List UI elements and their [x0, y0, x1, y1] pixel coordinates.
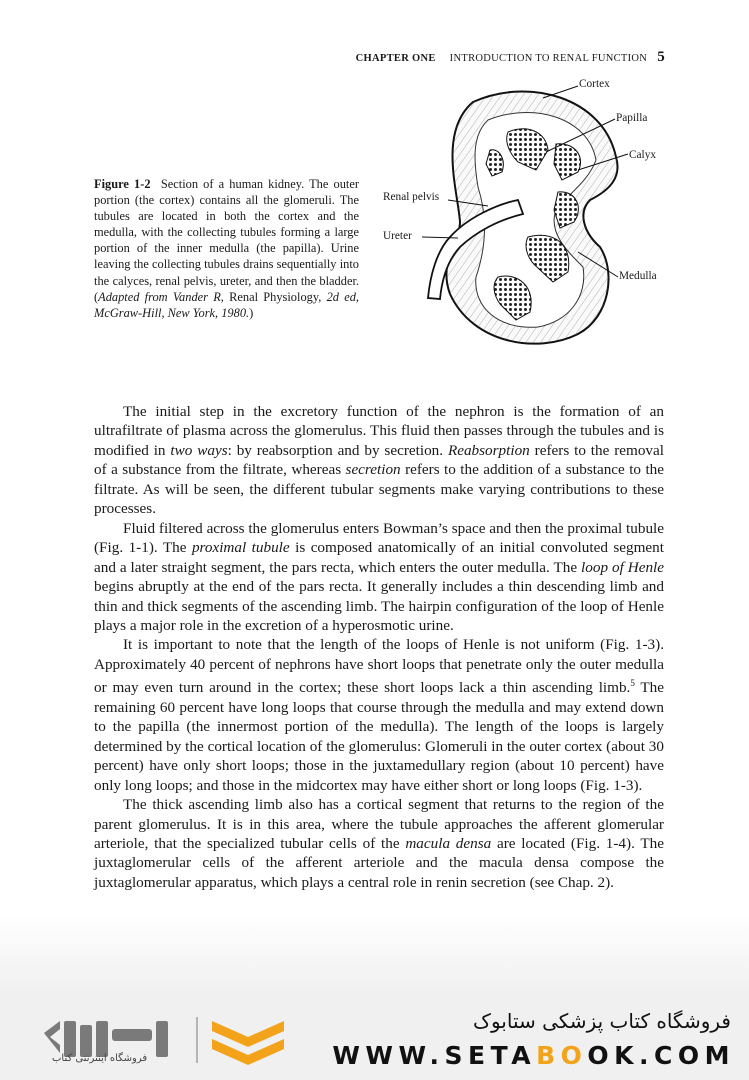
text-run-italic: proximal tubule: [191, 539, 290, 557]
chapter-label: CHAPTER ONE: [355, 53, 436, 64]
figure-caption: [94, 176, 359, 321]
logo-subtitle: فروشگاه اینترنتی کتاب: [52, 1053, 148, 1064]
body-text: [94, 402, 664, 892]
text-run-italic: macula densa: [405, 835, 492, 853]
text-run: The thick ascending limb also has a cortical segment that returns to the region of the parent glomerulus. It is in this area, where the tubule approaches the afferent glomerular arteriole, that the specialized tubular cells of the: [94, 796, 664, 853]
store-url[interactable]: [332, 1041, 735, 1070]
text-run: The initial step in the excretory function of the nephron is the formation of an ultrafiltrate of plasma across the glomerulus. This fluid then passes through the tubules and is modified in: [94, 403, 664, 459]
footnote-ref: 5: [630, 678, 635, 689]
store-name: فروشگاه کتاب پزشکی ستابوک: [473, 1009, 731, 1033]
paragraph-4: [94, 795, 664, 892]
text-run-italic: secretion: [345, 461, 401, 479]
caption-source: Adapted from Vander R,: [98, 289, 224, 304]
caption-source-3: 2d ed, McGraw-Hill, New York, 1980.: [94, 289, 359, 320]
text-run: It is important to note that the length of the loops of Henle is not uniform (Fig. 1-3). Approximately 40 percent of nephrons have short loops that penetrate only the outer medulla or may even turn around in the cortex; these short loops lack a thin ascending limb.: [94, 636, 664, 697]
text-run: begins abruptly at the end of the pars recta. It generally includes a thin descending limb and thin and thick segments of the ascending limb. The hairpin configuration of the loop of Henle plays a major role in the excretion of a hyperosmotic urine.: [94, 578, 664, 634]
kidney-figure: [378, 72, 678, 372]
text-run: refers to the removal of a substance from the filtrate, whereas: [94, 441, 664, 479]
caption-end: ): [249, 305, 254, 320]
label-cortex: Cortex: [579, 78, 610, 90]
label-calyx: Calyx: [629, 149, 656, 161]
label-renal-pelvis: Renal pelvis: [383, 191, 440, 203]
text-run: The remaining 60 percent have long loops that course through the medulla and may extend down to the papilla (the innermost portion of the medulla). The length of the loops is largely determined by the cortical location of the glomerulus: Glomeruli in the outer cortex (about 30 percent) have only short loops; those in the juxtamedullary region (about 10 percent) have only long loops; and those in the midcortex may have either short or long loops (Fig. 1-3).: [94, 679, 664, 794]
text-run: refers to the addition of a substance to the filtrate. As will be seen, the different tubular segments make varying contributions to these processes.: [94, 461, 664, 518]
paragraph-3: [94, 635, 664, 795]
label-ureter: Ureter: [383, 230, 412, 242]
bottom-fade: [0, 915, 749, 1000]
label-medulla: Medulla: [619, 270, 657, 282]
url-part: WWW.SETA: [332, 1041, 537, 1070]
text-run: : by reabsorption and by secretion.: [227, 441, 448, 459]
text-run: is composed anatomically of an initial convoluted segment and a later straight segment, the pars recta, which enters the outer medulla. The: [94, 539, 664, 576]
caption-source-2: Renal Physiology,: [223, 289, 327, 304]
text-run: Fluid filtered across the glomerulus enters Bowman’s space and then the proximal tubule (Fig. 1-1). The: [94, 519, 664, 557]
figure-label: Figure 1-2: [94, 177, 151, 191]
page-number: 5: [657, 49, 665, 65]
paragraph-2: [94, 519, 664, 636]
text-run: are located (Fig. 1-4). The juxtaglomerular cells of the afferent arteriole and the macula densa compose the juxtaglomerular apparatus, which plays a central role in renin secretion (see Chap. 2).: [94, 835, 664, 891]
chapter-title: INTRODUCTION TO RENAL FUNCTION: [449, 53, 648, 64]
caption-text: Section of a human kidney. The outer portion (the cortex) contains all the glomeruli. The tubules are located in both the cortex and the medulla, with the collecting tubules forming a large portion of the inner medulla (the papilla). Urine leaving the collecting tubules drains sequentially into the calyces, renal pelvis, ureter, and then the bladder. (: [94, 177, 359, 304]
text-run-italic: two ways: [170, 441, 228, 459]
url-accent: BO: [536, 1041, 588, 1070]
url-part: OK.COM: [587, 1041, 735, 1070]
label-papilla: Papilla: [616, 112, 648, 124]
running-header: [0, 49, 665, 66]
paragraph-1: [94, 402, 664, 519]
store-banner: [0, 997, 749, 1080]
text-run-italic: loop of Henle: [581, 558, 664, 576]
text-run-italic: Reabsorption: [447, 441, 530, 459]
store-logo: [36, 1003, 296, 1075]
